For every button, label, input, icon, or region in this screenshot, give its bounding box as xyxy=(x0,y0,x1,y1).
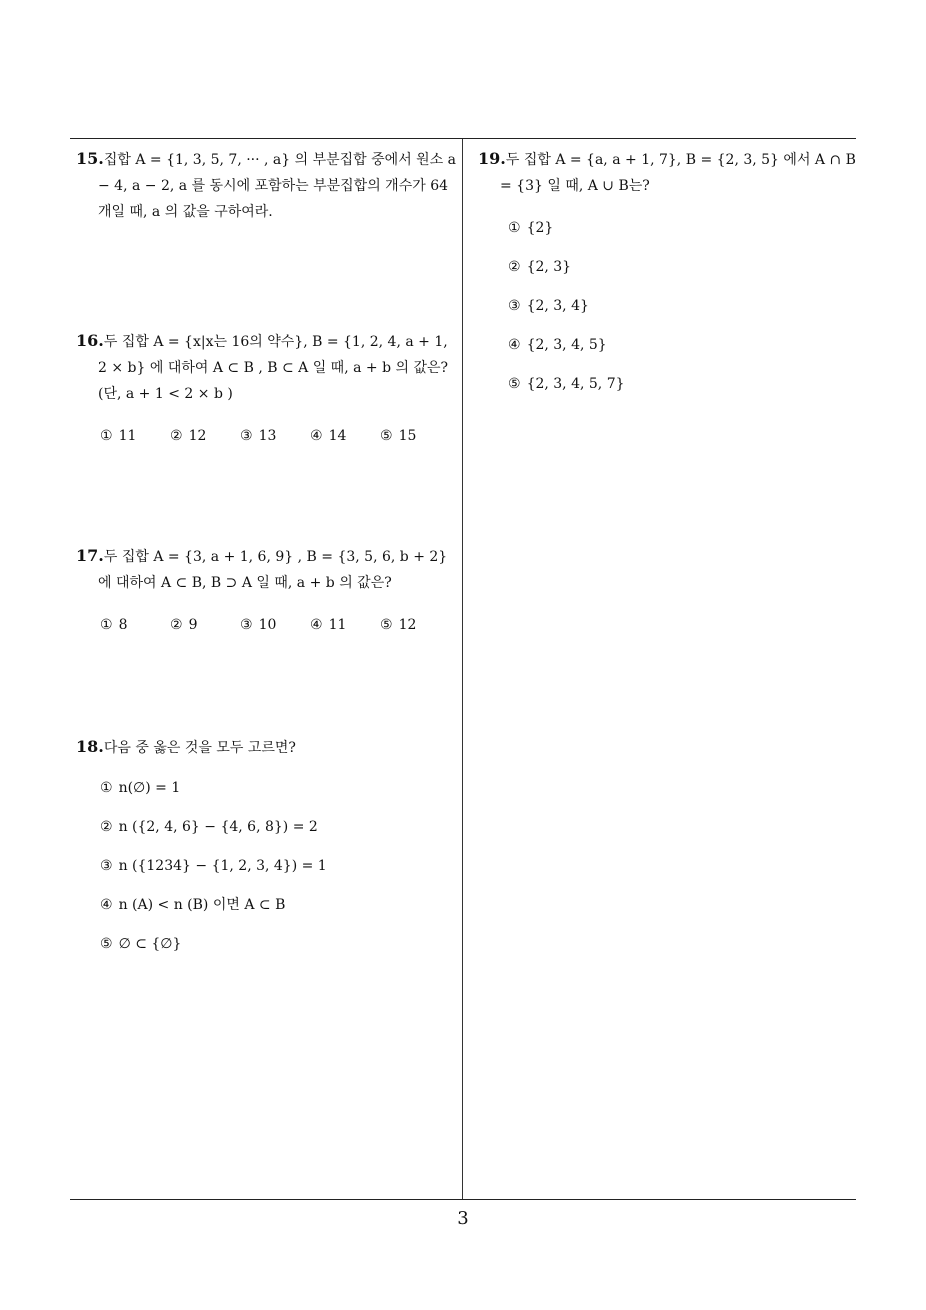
question-19-text xyxy=(478,146,858,199)
question-number: 18. xyxy=(76,737,104,756)
bottom-rule xyxy=(70,1199,856,1200)
question-16 xyxy=(76,328,456,449)
question-19-choices xyxy=(478,215,858,410)
choice-5[interactable]: ⑤ 12 xyxy=(380,617,417,633)
choice-2[interactable]: ② n ({2, 4, 6} − {4, 6, 8}) = 2 xyxy=(100,819,318,835)
question-15 xyxy=(76,146,456,225)
choice-5[interactable]: ⑤ 15 xyxy=(380,428,417,444)
question-body: 두 집합 A = {a, a + 1, 7}, B = {2, 3, 5} 에서 A ∩ B = {3} 일 때, A ∪ B는? xyxy=(500,152,856,194)
page-number: 3 xyxy=(457,1208,469,1229)
question-number: 19. xyxy=(478,149,506,168)
choice-3[interactable]: ③ 13 xyxy=(240,428,277,444)
choice-3[interactable]: ③ {2, 3, 4} xyxy=(508,298,589,314)
choice-5[interactable]: ⑤ ∅ ⊂ {∅} xyxy=(100,936,182,952)
question-body: 집합 A = {1, 3, 5, 7, ··· , a} 의 부분집합 중에서 원소 a − 4, a − 2, a 를 동시에 포함하는 부분집합의 개수가 64 개일 때, a 의 값을 구하여라. xyxy=(98,152,457,220)
question-number: 15. xyxy=(76,149,104,168)
choice-1[interactable]: ① {2} xyxy=(508,220,554,236)
choice-3[interactable]: ③ n ({1234} − {1, 2, 3, 4}) = 1 xyxy=(100,858,327,874)
choice-2[interactable]: ② 12 xyxy=(170,428,207,444)
choice-2[interactable]: ② 9 xyxy=(170,617,198,633)
question-body: 두 집합 A = {3, a + 1, 6, 9} , B = {3, 5, 6, b + 2} 에 대하여 A ⊂ B, B ⊃ A 일 때, a + b 의 값은? xyxy=(98,549,448,591)
choice-1[interactable]: ① 11 xyxy=(100,428,137,444)
choice-3[interactable]: ③ 10 xyxy=(240,617,277,633)
top-rule xyxy=(70,138,856,139)
question-number: 16. xyxy=(76,331,104,350)
choice-4[interactable]: ④ n (A) < n (B) 이면 A ⊂ B xyxy=(100,897,286,913)
question-19 xyxy=(478,146,858,410)
column-divider xyxy=(462,139,463,1200)
choice-4[interactable]: ④ 14 xyxy=(310,428,347,444)
question-17 xyxy=(76,543,456,638)
question-body: 두 집합 A = {x|x는 16의 약수}, B = {1, 2, 4, a + 1, 2 × b} 에 대하여 A ⊂ B , B ⊂ A 일 때, a + b 의 값은?(단, a + 1 < 2 × b ) xyxy=(98,334,449,402)
choice-2[interactable]: ② {2, 3} xyxy=(508,259,572,275)
question-number: 17. xyxy=(76,546,104,565)
choice-4[interactable]: ④ {2, 3, 4, 5} xyxy=(508,337,607,353)
question-17-choices xyxy=(76,612,456,638)
question-18 xyxy=(76,734,456,970)
choice-1[interactable]: ① 8 xyxy=(100,617,128,633)
question-18-text xyxy=(76,734,456,761)
choice-5[interactable]: ⑤ {2, 3, 4, 5, 7} xyxy=(508,376,625,392)
question-body: 다음 중 옳은 것을 모두 고르면? xyxy=(103,740,296,756)
question-15-text xyxy=(76,146,456,225)
question-16-text xyxy=(76,328,456,407)
question-17-text xyxy=(76,543,456,596)
question-16-choices xyxy=(76,423,456,449)
choice-4[interactable]: ④ 11 xyxy=(310,617,347,633)
choice-1[interactable]: ① n(∅) = 1 xyxy=(100,780,181,796)
question-18-choices xyxy=(76,775,456,970)
